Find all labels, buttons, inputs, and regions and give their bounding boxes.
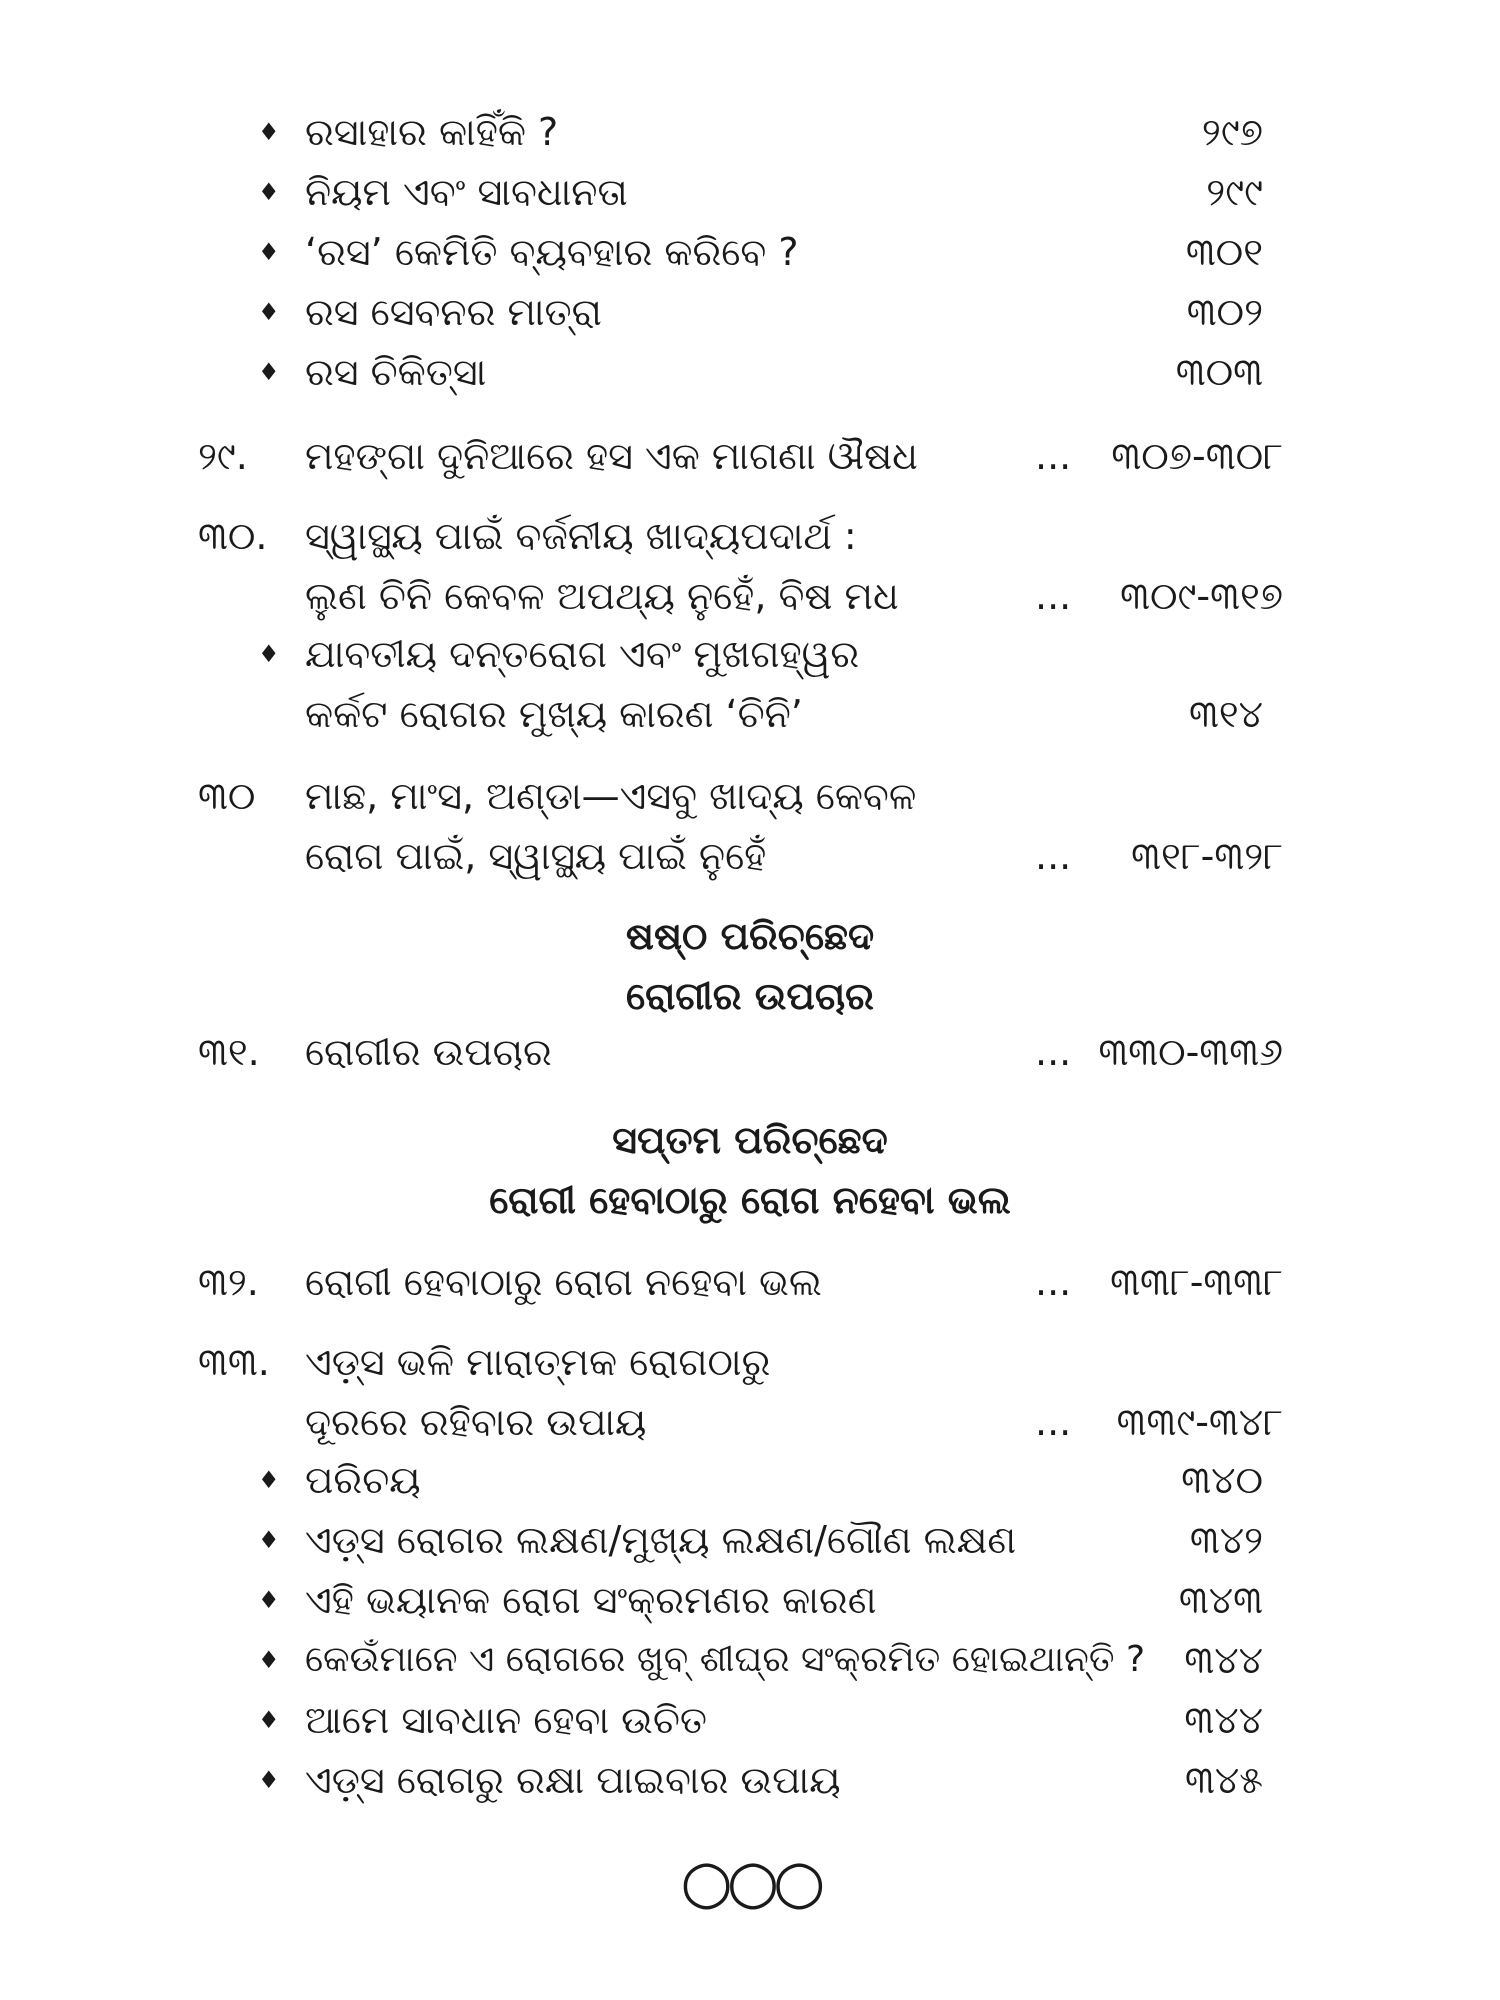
ornament-circles-icon: ○○○ bbox=[680, 1847, 820, 1917]
toc-page-number: ୩୪୩ bbox=[1178, 1578, 1263, 1622]
chapter-number: ୩୦ bbox=[198, 774, 256, 818]
chapter-number: ୩୧. bbox=[198, 1030, 260, 1074]
chapter-title-line-2: ରୋଗ ପାଇଁ, ସ୍ୱାସ୍ଥ୍ୟ ପାଇଁ ନୁହେଁ bbox=[305, 834, 767, 878]
bullet-icon: ♦ bbox=[258, 1706, 280, 1734]
toc-entry-text-line-2: କର୍କଟ ରୋଗର ମୁଖ୍ୟ କାରଣ ‘ଚିନି’ bbox=[305, 692, 803, 736]
toc-page-range: ୩୩୦-୩୩୬ bbox=[1098, 1030, 1283, 1074]
leader-dots: ... bbox=[1035, 434, 1072, 478]
bullet-icon: ♦ bbox=[258, 1526, 280, 1554]
bullet-icon: ♦ bbox=[258, 1586, 280, 1614]
toc-page-range: ୩୩୯-୩୪୮ bbox=[1116, 1400, 1283, 1444]
toc-page-number: ୩୪୦ bbox=[1181, 1458, 1263, 1502]
section-title: ଷଷ୍ଠ ପରିଚ୍ଛେଦ bbox=[625, 914, 875, 958]
toc-entry-text: ନିୟମ ଏବଂ ସାବଧାନତା bbox=[305, 170, 628, 214]
bullet-icon: ♦ bbox=[258, 358, 280, 386]
leader-dots: ... bbox=[1035, 1260, 1072, 1304]
toc-entry-text: ଆମେ ସାବଧାନ ହେବା ଉଚିତ bbox=[305, 1698, 707, 1742]
toc-page-number: ୩୪୨ bbox=[1189, 1518, 1263, 1562]
toc-page-number: ୨୯୯ bbox=[1206, 170, 1263, 214]
toc-page-number: ୨୯୭ bbox=[1201, 110, 1263, 154]
bullet-icon: ♦ bbox=[258, 118, 280, 146]
section-subtitle: ରୋଗୀ ହେବାଠାରୁ ରୋଗ ନହେବା ଭଲ bbox=[489, 1178, 1011, 1222]
toc-entry-text: ଏଡ଼୍‌ସ ରୋଗରୁ ରକ୍ଷା ପାଇବାର ଉପାୟ bbox=[305, 1758, 841, 1802]
leader-dots: ... bbox=[1035, 1400, 1072, 1444]
chapter-title: ମହଙ୍ଗା ଦୁନିଆରେ ହସ ଏକ ମାଗଣା ଔଷଧ bbox=[305, 434, 918, 478]
chapter-title-line-1: ଏଡ଼୍‌ସ ଭଳି ମାରାତ୍ମକ ରୋଗଠାରୁ bbox=[305, 1340, 771, 1384]
toc-page-number: ୩୪୪ bbox=[1184, 1638, 1263, 1682]
leader-dots: ... bbox=[1035, 574, 1072, 618]
bullet-icon: ♦ bbox=[258, 640, 280, 668]
chapter-title: ରୋଗୀ ହେବାଠାରୁ ରୋଗ ନହେବା ଭଲ bbox=[305, 1260, 822, 1304]
chapter-number: ୩୨. bbox=[198, 1260, 259, 1304]
toc-entry-text: ରସ ଚିକିତ୍ସା bbox=[305, 350, 487, 394]
toc-entry-text-line-1: ଯାବତୀୟ ଦନ୍ତରୋଗ ଏବଂ ମୁଖଗହ୍ୱର bbox=[305, 632, 860, 676]
toc-page-range: ୩୧୮-୩୨୮ bbox=[1131, 834, 1283, 878]
section-title: ସପ୍ତମ ପରିଚ୍ଛେଦ bbox=[612, 1118, 888, 1162]
bullet-icon: ♦ bbox=[258, 238, 280, 266]
bullet-icon: ♦ bbox=[258, 298, 280, 326]
chapter-number: ୩୩. bbox=[198, 1340, 270, 1384]
bullet-icon: ♦ bbox=[258, 1646, 280, 1674]
toc-page-number: ୩୪୪ bbox=[1184, 1698, 1263, 1742]
chapter-number: ୩୦. bbox=[198, 514, 268, 558]
bullet-icon: ♦ bbox=[258, 1466, 280, 1494]
toc-page-range: ୩୦୯-୩୧୭ bbox=[1120, 574, 1283, 618]
toc-page-number: ୩୧୪ bbox=[1188, 692, 1263, 736]
toc-page-number: ୩୦୩ bbox=[1175, 350, 1263, 394]
toc-page-range: ୩୦୭-୩୦୮ bbox=[1111, 434, 1283, 478]
leader-dots: ... bbox=[1035, 1030, 1072, 1074]
toc-page-number: ୩୦୨ bbox=[1186, 290, 1263, 334]
chapter-title-line-2: ଦୂରରେ ରହିବାର ଉପାୟ bbox=[305, 1400, 647, 1444]
toc-page-range: ୩୩୮-୩୩୮ bbox=[1110, 1260, 1283, 1304]
chapter-title-line-1: ମାଛ, ମାଂସ, ଅଣ୍ଡା—ଏସବୁ ଖାଦ୍ୟ କେବଳ bbox=[305, 774, 917, 818]
toc-entry-text: ‘ରସ’ କେମିତି ବ୍ୟବହାର କରିବେ ? bbox=[305, 230, 799, 274]
toc-entry-text: ଏଡ଼୍‌ସ ରୋଗର ଲକ୍ଷଣ/ମୁଖ୍ୟ ଲକ୍ଷଣ/ଗୌଣ ଲକ୍ଷଣ bbox=[305, 1518, 1017, 1562]
toc-entry-text: ଏହି ଭୟାନକ ରୋଗ ସଂକ୍ରମଣର କାରଣ bbox=[305, 1578, 877, 1622]
chapter-title: ରୋଗୀର ଉପଚାର bbox=[305, 1030, 552, 1074]
toc-entry-text: କେଉଁମାନେ ଏ ରୋଗରେ ଖୁବ୍ ଶୀଘ୍ର ସଂକ୍ରମିତ ହୋଇଥାନ୍ତି ? bbox=[305, 1639, 1146, 1680]
section-subtitle: ରୋଗୀର ଉପଚାର bbox=[626, 974, 874, 1018]
toc-entry-text: ରସ ସେବନର ମାତ୍ରା bbox=[305, 290, 602, 334]
leader-dots: ... bbox=[1035, 834, 1072, 878]
chapter-number: ୨୯. bbox=[198, 434, 248, 478]
toc-page-number: ୩୦୧ bbox=[1185, 230, 1263, 274]
toc-entry-text: ରସାହାର କାହିଁକି ? bbox=[305, 110, 559, 154]
chapter-title-line-2: ଲୁଣ ଚିନି କେବଳ ଅପଥ୍ୟ ନୁହେଁ, ବିଷ ମଧ bbox=[305, 574, 899, 618]
toc-entry-text: ପରିଚୟ bbox=[305, 1458, 421, 1502]
toc-page-number: ୩୪୫ bbox=[1185, 1758, 1263, 1802]
chapter-title-line-1: ସ୍ୱାସ୍ଥ୍ୟ ପାଇଁ ବର୍ଜନୀୟ ଖାଦ୍ୟପଦାର୍ଥ : bbox=[305, 514, 857, 558]
bullet-icon: ♦ bbox=[258, 178, 280, 206]
bullet-icon: ♦ bbox=[258, 1766, 280, 1794]
